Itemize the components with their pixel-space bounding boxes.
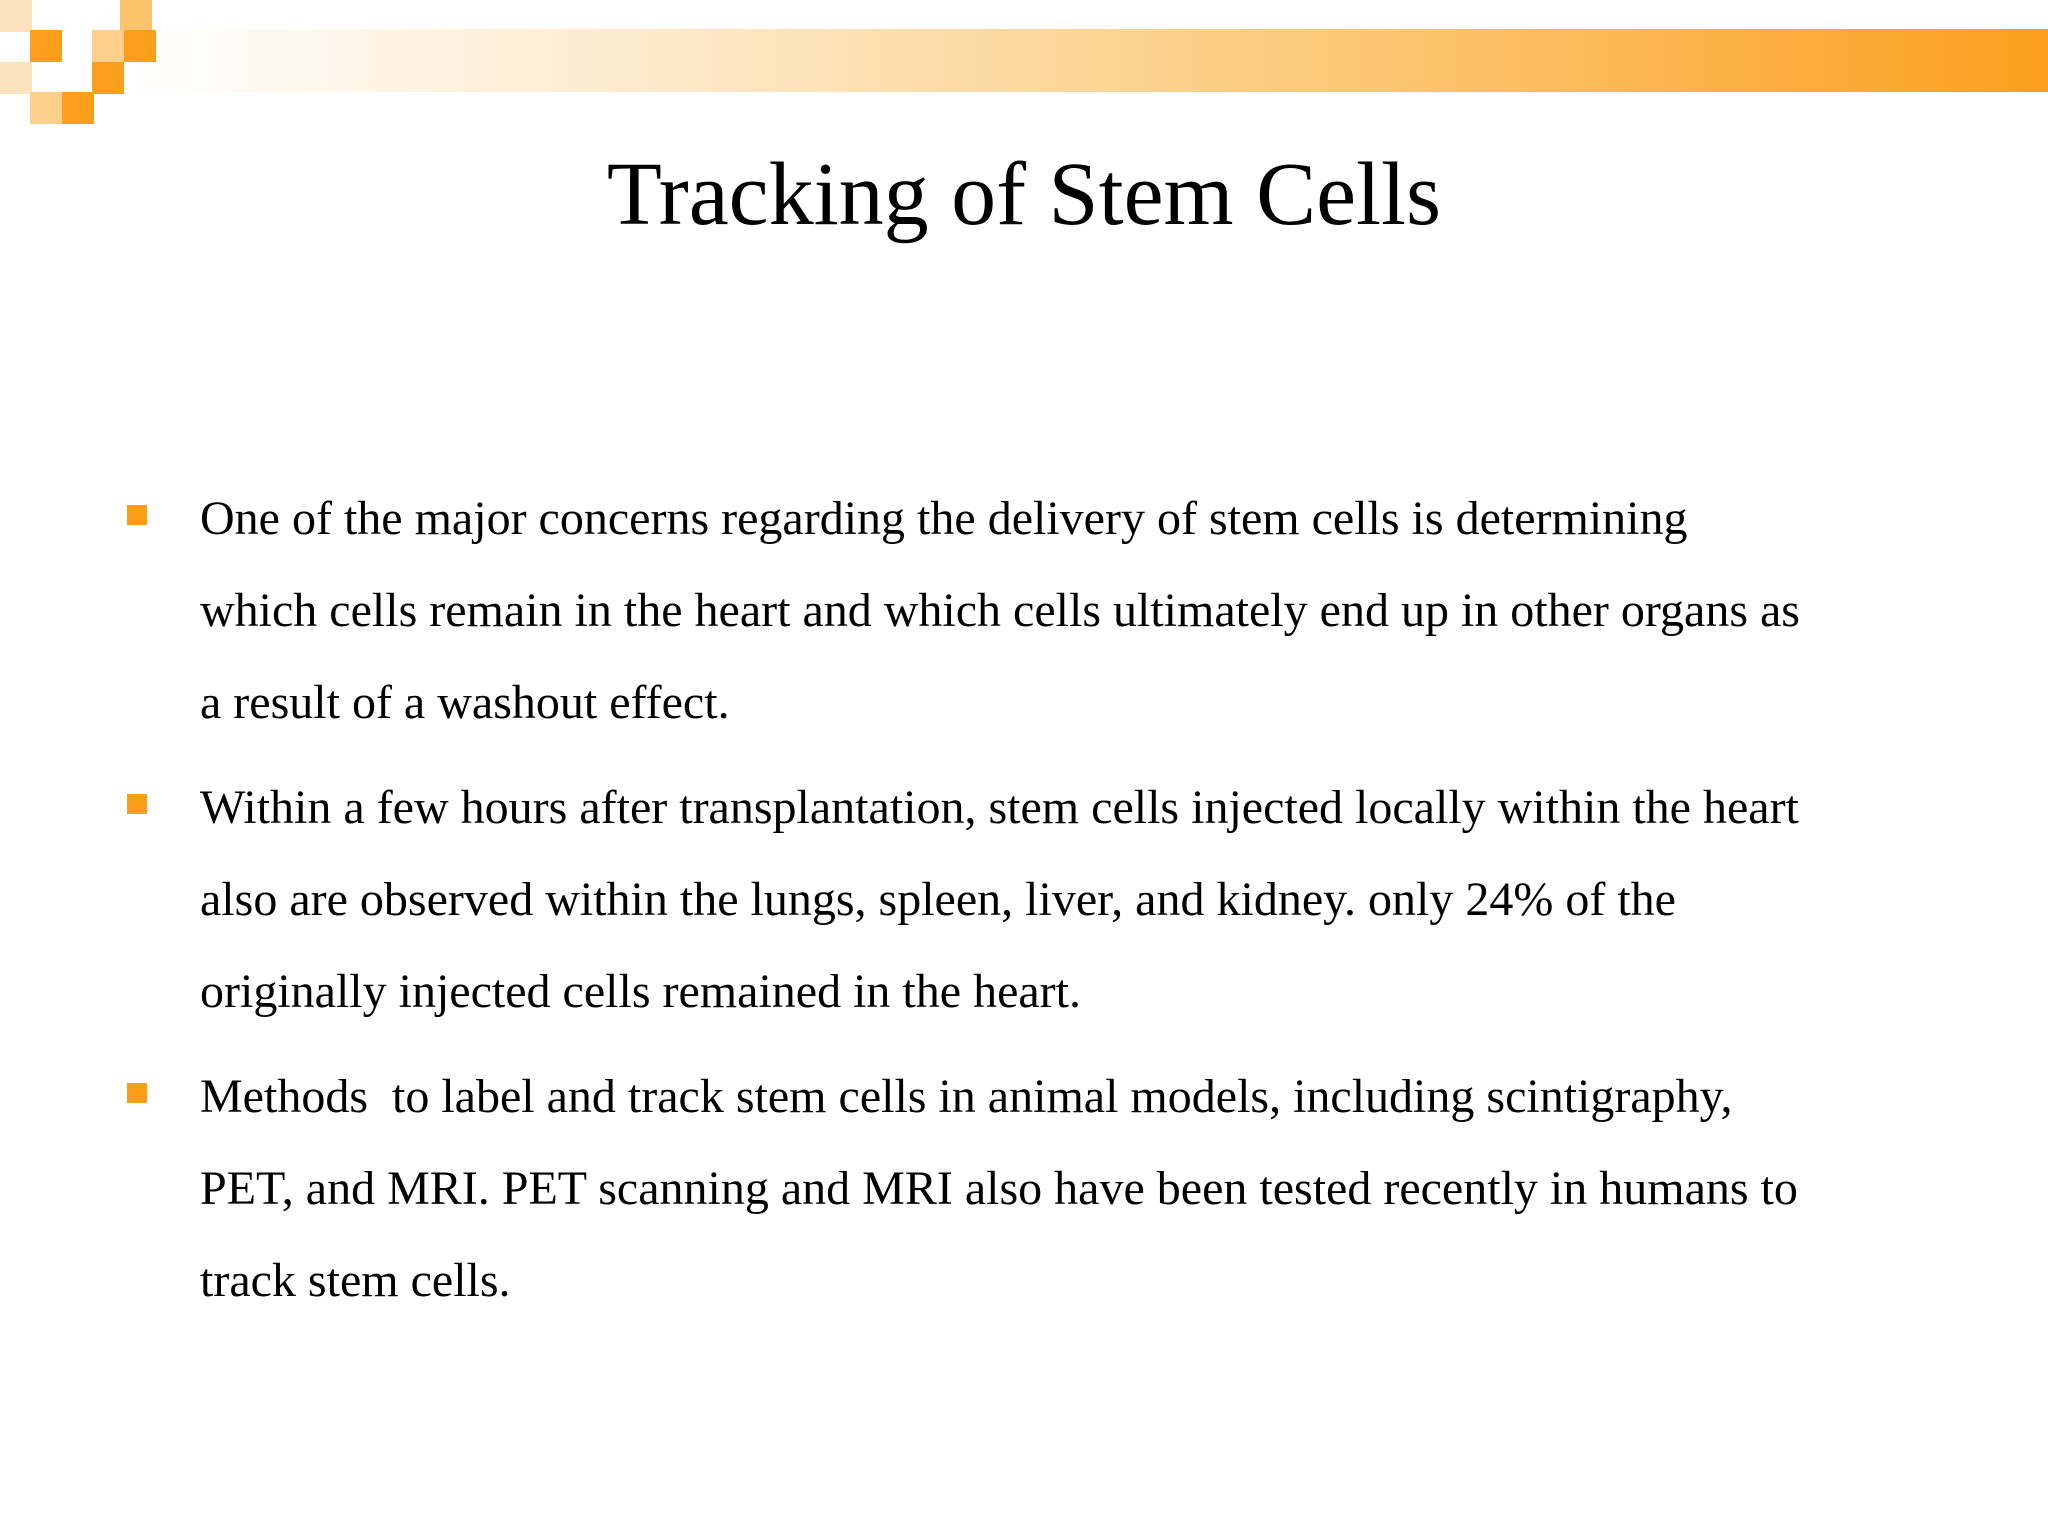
bullet-text-line: PET, and MRI. PET scanning and MRI also have been tested recently in humans to — [200, 1162, 1798, 1215]
square-bullet-icon — [127, 505, 147, 525]
bullet-text-line: track stem cells. — [200, 1254, 511, 1307]
bullet-text-line: Methods to label and track stem cells in animal models, including scintigraphy, — [200, 1070, 1733, 1123]
bullet-text-line: which cells remain in the heart and which cells ultimately end up in other organs as — [200, 584, 1800, 637]
bullet-text-line: also are observed within the lungs, spleen, liver, and kidney. only 24% of the — [200, 873, 1676, 926]
bullet-text-line: Within a few hours after transplantation, stem cells injected locally within the heart — [200, 781, 1799, 834]
bullet-text-line: One of the major concerns regarding the delivery of stem cells is determining — [200, 492, 1688, 545]
square-bullet-icon — [127, 1083, 147, 1103]
bullet-text-line: originally injected cells remained in the heart. — [200, 965, 1081, 1018]
square-bullet-icon — [127, 794, 147, 814]
bullet-text-line: a result of a washout effect. — [200, 676, 730, 729]
slide-title: Tracking of Stem Cells — [606, 145, 1442, 244]
